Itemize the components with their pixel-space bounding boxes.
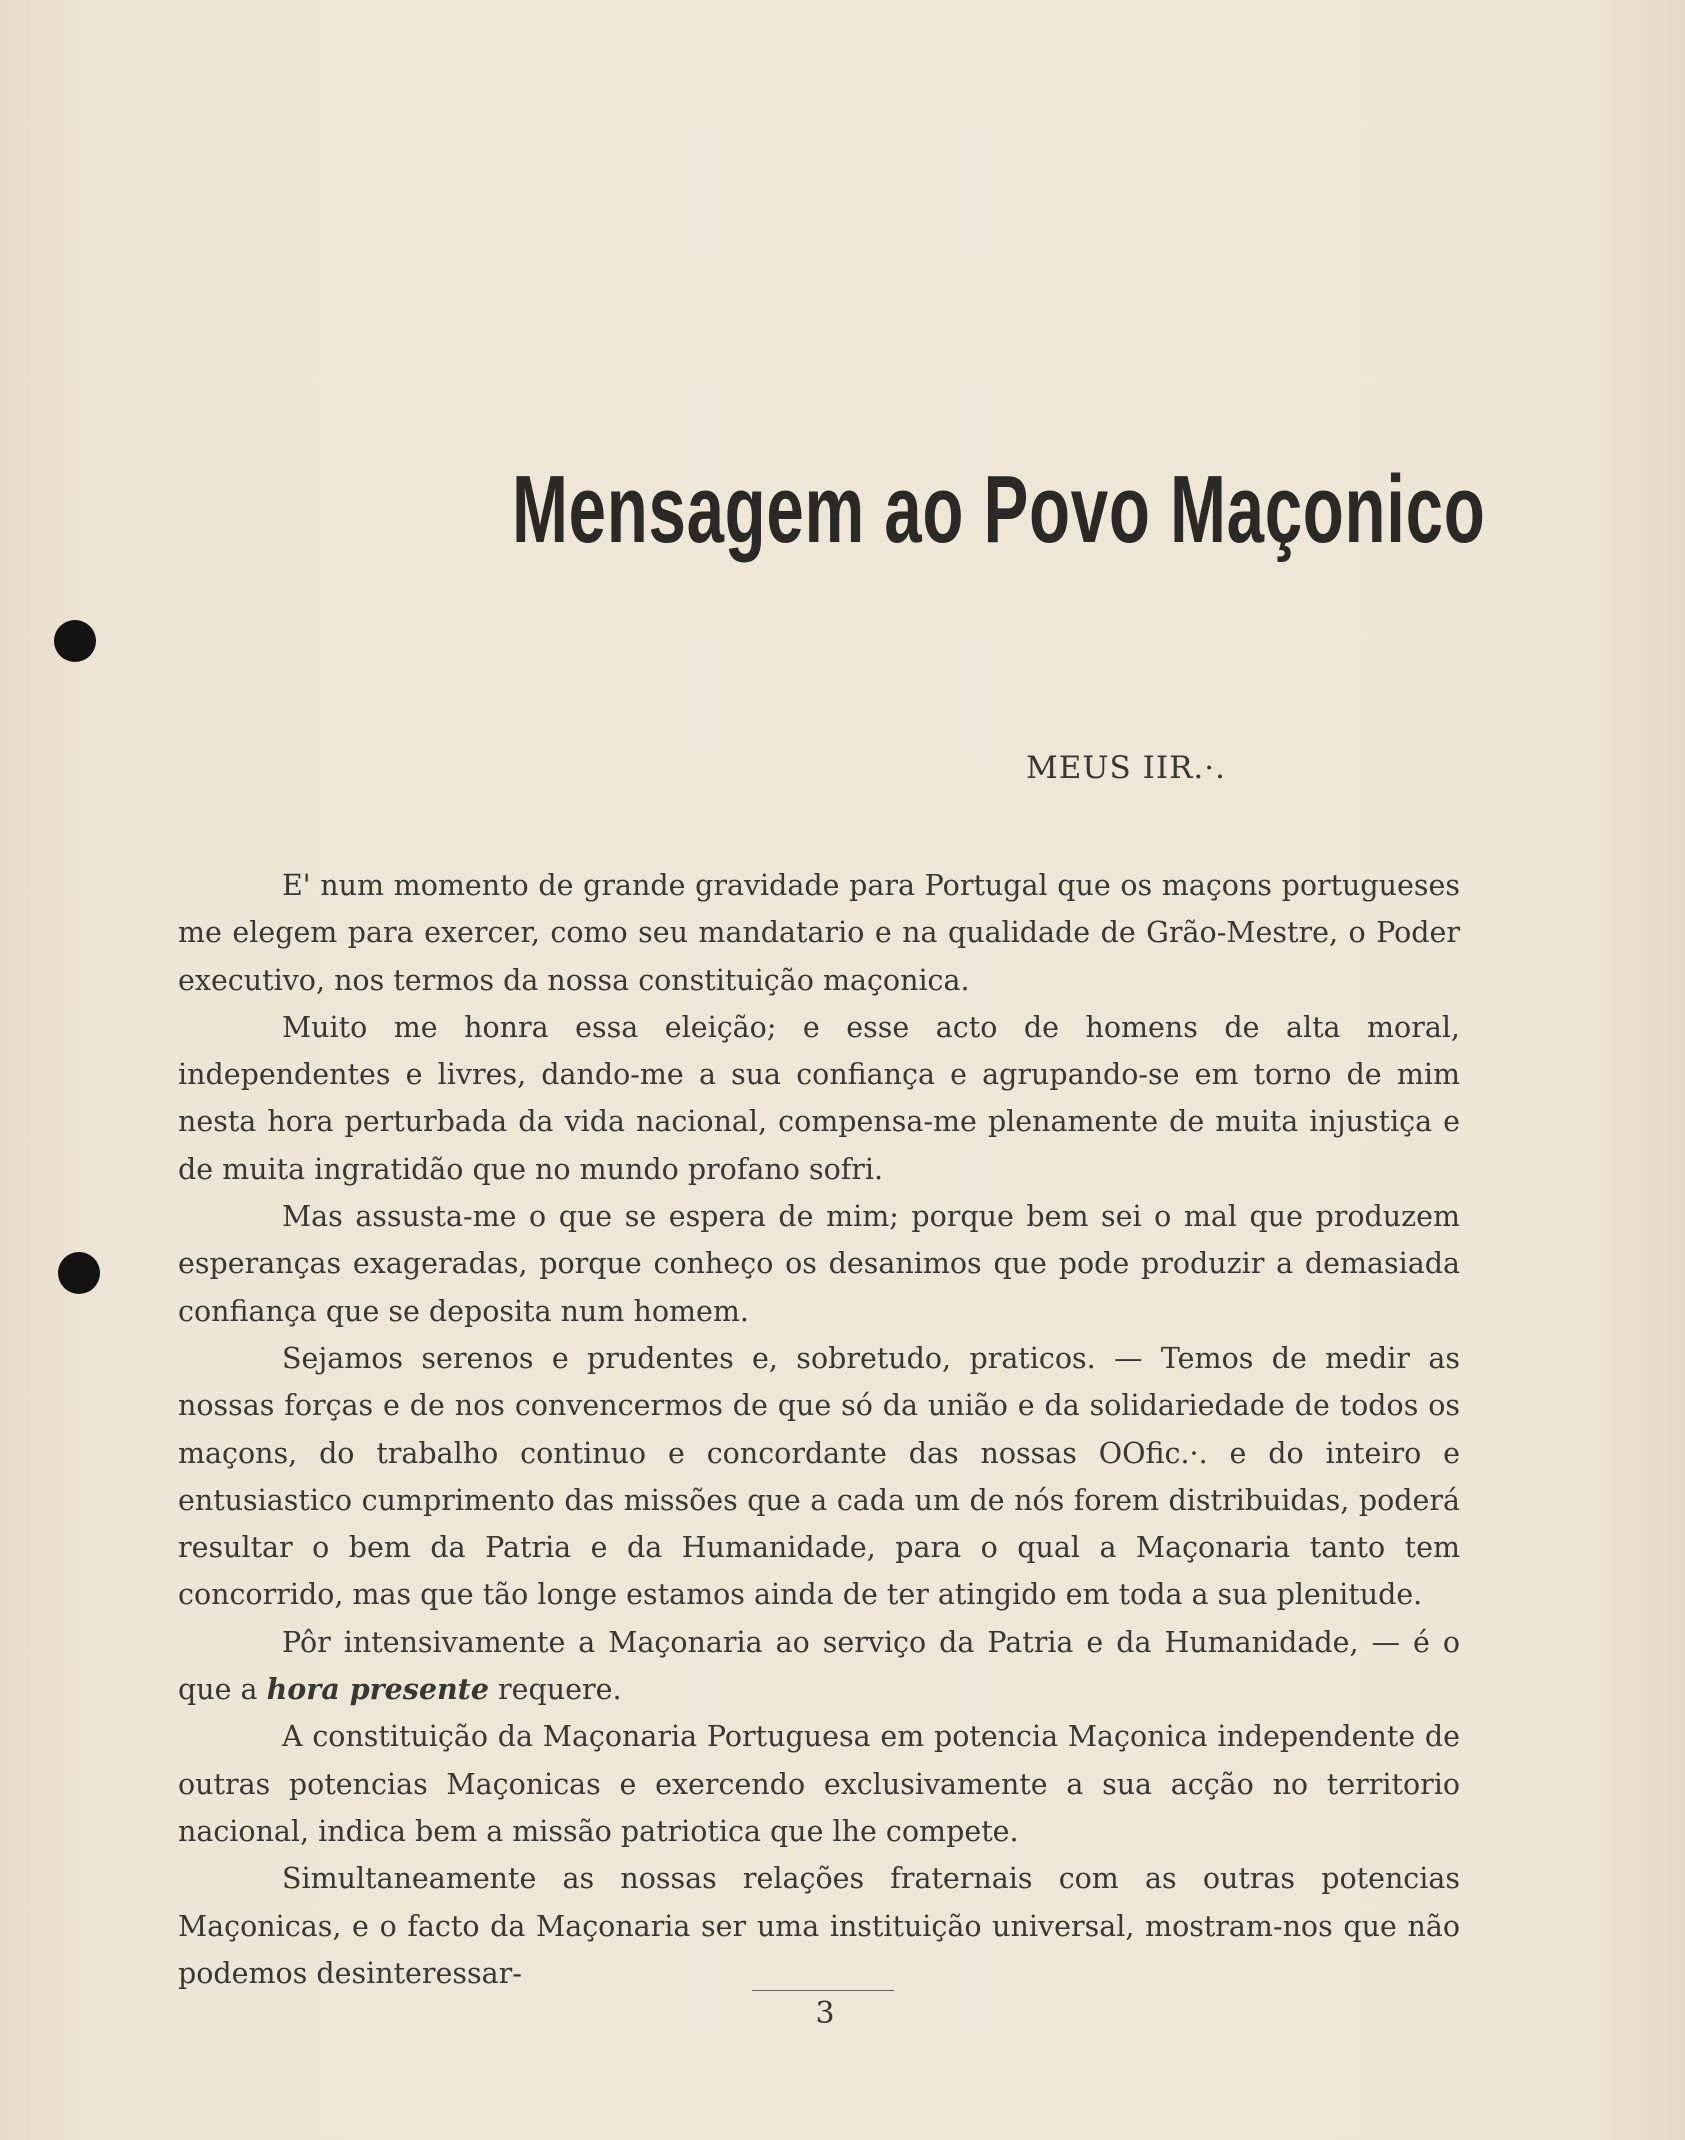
footer-rule <box>752 1990 894 1991</box>
page-number: 3 <box>815 1996 835 2031</box>
punch-hole <box>54 620 96 662</box>
paragraph-text: Mas assusta-me o que se espera de mim; porque bem sei o mal que produzem esperanças exageradas, porque conheço os desanimos que pode produzir a demasiada confiança que se deposita num homem. <box>178 1200 1460 1328</box>
punch-hole <box>58 1252 100 1294</box>
paragraph-text: Muito me honra essa eleição; e esse acto de homens de alta moral, independentes e livres, dando-me a sua confiança e agrupando-se em torno de mim nesta hora perturbada da vida nacional, compensa-me plenamente de muita injustiça e de muita ingratidão que no mundo profano sofri. <box>178 1010 1460 1186</box>
paragraph-text: Sejamos serenos e prudentes e, sobretudo, praticos. — Temos de medir as nossas forças e de nos convencermos de que só da união e da solidariedade de todos os maçons, do trabalho continuo e concordante das nossas OOfic.·. e do inteiro e entusiastico cumprimento das missões que a cada um de nós forem distribuidas, poderá resultar o bem da Patria e da Humanidade, para o qual a Maçonaria tanto tem concorrido, mas que tão longe estamos ainda de ter atingido em toda a sua plenitude. <box>178 1341 1460 1612</box>
paragraph-text: Pôr intensivamente a Maçonaria ao serviço da Patria e da Humanidade, — é o que a <box>178 1625 1460 1707</box>
paragraph-text: Simultaneamente as nossas relações fraternais com as outras potencias Maçonicas, e o facto da Maçonaria ser uma instituição universal, mostram-nos que não podemos desinteressar- <box>178 1862 1460 1990</box>
paragraph-text: E' num momento de grande gravidade para Portugal que os maçons portugueses me elegem para exercer, como seu mandatario e na qualidade de Grão-Mestre, o Poder executivo, nos termos da nossa constituição maçonica. <box>178 869 1460 997</box>
paragraph <box>178 1855 1460 1997</box>
document-title: Mensagem ao Povo Maçonico <box>512 456 1486 563</box>
paragraph <box>178 1004 1460 1193</box>
paragraph <box>178 1193 1460 1335</box>
paragraph <box>178 1619 1460 1714</box>
body-text <box>178 862 1460 1997</box>
paragraph-text: requere. <box>488 1673 622 1707</box>
paragraph <box>178 862 1460 1004</box>
paragraph <box>178 1335 1460 1619</box>
emphasized-text: hora presente <box>266 1672 489 1707</box>
salutation: MEUS IIR.·. <box>1026 750 1226 786</box>
paragraph-text: A constituição da Maçonaria Portuguesa em potencia Maçonica independente de outras potencias Maçonicas e exercendo exclusivamente a sua acção no territorio nacional, indica bem a missão patriotica que lhe compete. <box>178 1720 1460 1848</box>
paragraph <box>178 1713 1460 1855</box>
